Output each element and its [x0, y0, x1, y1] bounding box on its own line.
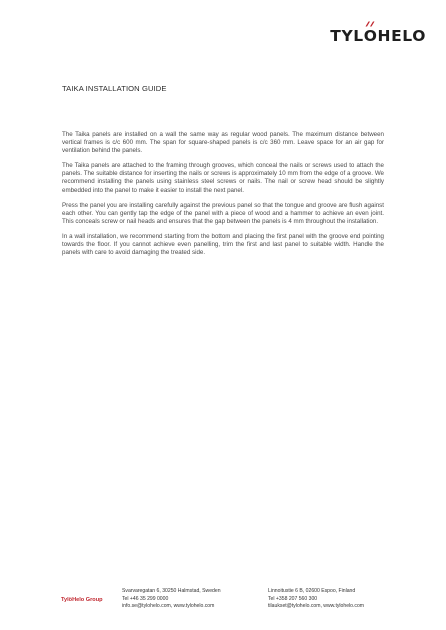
page-footer [0, 588, 446, 620]
logo-flame-mark-icon [365, 21, 376, 27]
footer-brand: TylöHelo Group [61, 597, 103, 603]
tylohelo-logo [330, 27, 426, 45]
footer-address-sweden [122, 588, 221, 611]
finland-address: Linnoitustie 6 B, 02600 Espoo, Finland [268, 588, 356, 594]
sweden-address: Svarvaregatan 6, 30250 Halmstad, Sweden [122, 588, 221, 594]
finland-contact: tilaukset@tylohelo.com, www.tylohelo.com [268, 603, 365, 610]
paragraph-3: Press the panel you are installing carefully against the previous panel so that the tongue and groove are flush against each other. You can gently tap the edge of the panel with a piece of wood and a hammer to achieve an even joint. This conceals screw or nail heads and ensures that the gap between the panels is 4 mm throughout the installation. [62, 201, 384, 225]
logo-text-right: HELO [377, 27, 426, 45]
paragraph-2: The Taika panels are attached to the framing through grooves, which conceal the nails or screws used to attach the panels. The suitable distance for inserting the nails or screws is approximately 10 mm from the edge of a groove. We recommend installing the panels using stainless steel screws or nails. The nail or screw head should be slightly embedded into the panel to make it easier to install the next panel. [62, 162, 384, 194]
document-body [62, 131, 384, 264]
finland-phone: Tel +358 207 560 300 [268, 595, 318, 602]
logo-text-left: TYL [330, 27, 364, 45]
paragraph-1: The Taika panels are installed on a wall the same way as regular wood panels. The maximum distance between vertical frames is c/c 600 mm. The span for square-shaped panels is c/c 360 mm. Leave space for an air gap for ventilation behind the panels. [62, 131, 384, 155]
paragraph-4: In a wall installation, we recommend starting from the bottom and placing the first panel with the groove end pointing towards the floor. If you cannot achieve even panelling, trim the first and last panel to suitable width. Handle the panels with care to avoid damaging the treated side. [62, 232, 384, 257]
footer-address-finland [268, 588, 364, 611]
sweden-contact: info.se@tylohelo.com, www.tylohelo.com [122, 603, 215, 610]
logo-letter-o [364, 27, 378, 45]
logo-o-text: O [363, 27, 378, 45]
document-title: TAIKA INSTALLATION GUIDE [62, 84, 167, 93]
sweden-phone: Tel +46 35 299 0000 [122, 595, 169, 602]
